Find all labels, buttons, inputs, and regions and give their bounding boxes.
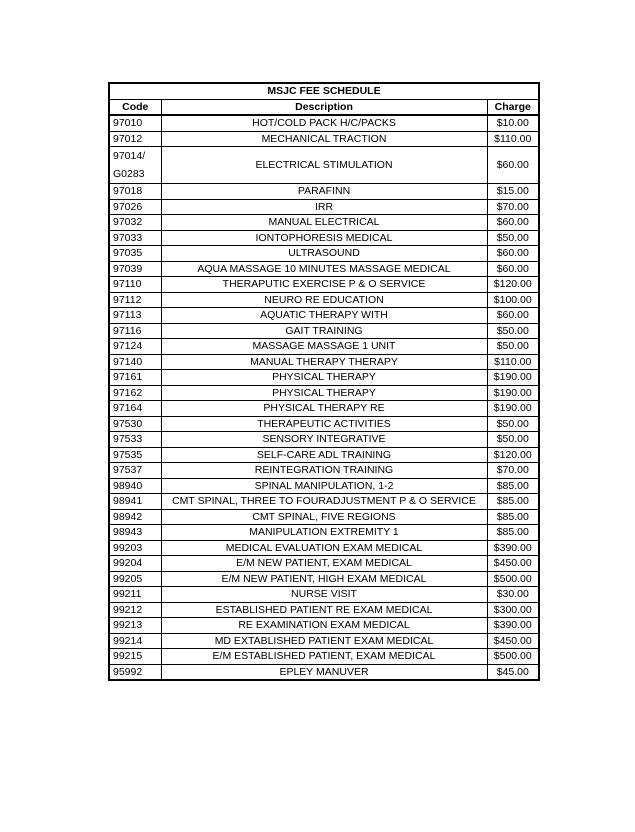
charge-cell: $120.00 <box>487 447 539 463</box>
charge-cell: $390.00 <box>487 618 539 634</box>
code-cell: 99215 <box>109 649 161 665</box>
table-row <box>109 230 539 246</box>
table-row <box>109 618 539 634</box>
table-row <box>109 587 539 603</box>
description-cell: NURSE VISIT <box>161 587 487 603</box>
description-cell: CMT SPINAL, FIVE REGIONS <box>161 509 487 525</box>
charge-cell: $85.00 <box>487 478 539 494</box>
code-cell: 99204 <box>109 556 161 572</box>
charge-cell: $60.00 <box>487 308 539 324</box>
description-cell: SPINAL MANIPULATION, 1-2 <box>161 478 487 494</box>
table-row <box>109 246 539 262</box>
description-cell: ELECTRICAL STIMULATION <box>161 147 487 184</box>
description-cell: MANUAL ELECTRICAL <box>161 215 487 231</box>
description-cell: MANIPULATION EXTREMITY 1 <box>161 525 487 541</box>
table-row <box>109 571 539 587</box>
code-cell: 97140 <box>109 354 161 370</box>
charge-cell: $60.00 <box>487 261 539 277</box>
charge-cell: $50.00 <box>487 230 539 246</box>
description-cell: PHYSICAL THERAPY RE <box>161 401 487 417</box>
description-cell: E/M NEW PATIENT, EXAM MEDICAL <box>161 556 487 572</box>
description-cell: SENSORY INTEGRATIVE <box>161 432 487 448</box>
code-cell: 99214 <box>109 633 161 649</box>
charge-cell: $100.00 <box>487 292 539 308</box>
description-cell: IONTOPHORESIS MEDICAL <box>161 230 487 246</box>
code-cell: 97039 <box>109 261 161 277</box>
charge-cell: $60.00 <box>487 246 539 262</box>
description-cell: THERAPEUTIC ACTIVITIES <box>161 416 487 432</box>
description-cell: MANUAL THERAPY THERAPY <box>161 354 487 370</box>
code-cell: 99211 <box>109 587 161 603</box>
table-row <box>109 184 539 200</box>
code-cell: 97537 <box>109 463 161 479</box>
code-line-2: G0283 <box>113 168 145 180</box>
charge-cell: $120.00 <box>487 277 539 293</box>
charge-cell: $110.00 <box>487 354 539 370</box>
code-cell: 98942 <box>109 509 161 525</box>
charge-cell: $50.00 <box>487 416 539 432</box>
code-cell: 97113 <box>109 308 161 324</box>
charge-cell: $85.00 <box>487 509 539 525</box>
description-cell: THERAPUTIC EXERCISE P & O SERVICE <box>161 277 487 293</box>
charge-cell: $60.00 <box>487 215 539 231</box>
header-charge: Charge <box>487 99 539 115</box>
table-row <box>109 525 539 541</box>
table-row <box>109 432 539 448</box>
table-row <box>109 339 539 355</box>
table-row <box>109 323 539 339</box>
code-cell: 97032 <box>109 215 161 231</box>
charge-cell: $60.00 <box>487 147 539 184</box>
description-cell: MD EXTABLISHED PATIENT EXAM MEDICAL <box>161 633 487 649</box>
code-cell: 97530 <box>109 416 161 432</box>
code-cell: 98941 <box>109 494 161 510</box>
code-cell: 95992 <box>109 664 161 680</box>
table-row <box>109 385 539 401</box>
table-row <box>109 540 539 556</box>
code-cell: 97112 <box>109 292 161 308</box>
charge-cell: $450.00 <box>487 633 539 649</box>
charge-cell: $390.00 <box>487 540 539 556</box>
table-row <box>109 401 539 417</box>
table-row <box>109 478 539 494</box>
code-cell: 98940 <box>109 478 161 494</box>
table-row <box>109 416 539 432</box>
table-row <box>109 147 539 184</box>
description-cell: IRR <box>161 199 487 215</box>
table-body <box>109 115 539 680</box>
header-code: Code <box>109 99 161 115</box>
code-cell: 97124 <box>109 339 161 355</box>
code-line-1: 97014/ <box>113 150 146 162</box>
table-row <box>109 131 539 147</box>
code-cell: 97533 <box>109 432 161 448</box>
charge-cell: $15.00 <box>487 184 539 200</box>
description-cell: AQUATIC THERAPY WITH <box>161 308 487 324</box>
table-row <box>109 602 539 618</box>
charge-cell: $300.00 <box>487 602 539 618</box>
charge-cell: $50.00 <box>487 339 539 355</box>
code-cell: 99212 <box>109 602 161 618</box>
code-cell: 97535 <box>109 447 161 463</box>
header-description: Description <box>161 99 487 115</box>
table-row <box>109 115 539 131</box>
table-row <box>109 463 539 479</box>
code-cell: 97035 <box>109 246 161 262</box>
table-row <box>109 354 539 370</box>
description-cell: PHYSICAL THERAPY <box>161 370 487 386</box>
description-cell: NEURO RE EDUCATION <box>161 292 487 308</box>
code-cell: 97033 <box>109 230 161 246</box>
charge-cell: $85.00 <box>487 525 539 541</box>
description-cell: PARAFINN <box>161 184 487 200</box>
charge-cell: $110.00 <box>487 131 539 147</box>
description-cell: GAIT TRAINING <box>161 323 487 339</box>
charge-cell: $70.00 <box>487 199 539 215</box>
code-cell: 97164 <box>109 401 161 417</box>
table-row <box>109 308 539 324</box>
code-cell: 98943 <box>109 525 161 541</box>
description-cell: MEDICAL EVALUATION EXAM MEDICAL <box>161 540 487 556</box>
description-cell: MECHANICAL TRACTION <box>161 131 487 147</box>
description-cell: REINTEGRATION TRAINING <box>161 463 487 479</box>
table-row <box>109 509 539 525</box>
charge-cell: $450.00 <box>487 556 539 572</box>
charge-cell: $10.00 <box>487 115 539 131</box>
table-row <box>109 370 539 386</box>
table-row <box>109 199 539 215</box>
charge-cell: $500.00 <box>487 571 539 587</box>
code-cell: 97162 <box>109 385 161 401</box>
description-cell: ESTABLISHED PATIENT RE EXAM MEDICAL <box>161 602 487 618</box>
table-row <box>109 664 539 680</box>
table-title-row <box>109 83 539 99</box>
table-row <box>109 292 539 308</box>
code-cell: 99213 <box>109 618 161 634</box>
description-cell: PHYSICAL THERAPY <box>161 385 487 401</box>
code-cell: 97026 <box>109 199 161 215</box>
description-cell: E/M NEW PATIENT, HIGH EXAM MEDICAL <box>161 571 487 587</box>
charge-cell: $500.00 <box>487 649 539 665</box>
charge-cell: $50.00 <box>487 432 539 448</box>
code-cell: 97116 <box>109 323 161 339</box>
description-cell: ULTRASOUND <box>161 246 487 262</box>
charge-cell: $45.00 <box>487 664 539 680</box>
code-cell <box>109 147 161 184</box>
fee-schedule-table <box>108 82 540 681</box>
charge-cell: $30.00 <box>487 587 539 603</box>
code-cell: 97018 <box>109 184 161 200</box>
code-cell: 97110 <box>109 277 161 293</box>
code-cell: 99203 <box>109 540 161 556</box>
description-cell: AQUA MASSAGE 10 MINUTES MASSAGE MEDICAL <box>161 261 487 277</box>
table-row <box>109 494 539 510</box>
code-cell: 97010 <box>109 115 161 131</box>
table-header-row <box>109 99 539 115</box>
code-cell: 97161 <box>109 370 161 386</box>
description-cell: EPLEY MANUVER <box>161 664 487 680</box>
description-cell: RE EXAMINATION EXAM MEDICAL <box>161 618 487 634</box>
description-cell: SELF-CARE ADL TRAINING <box>161 447 487 463</box>
charge-cell: $50.00 <box>487 323 539 339</box>
description-cell: MASSAGE MASSAGE 1 UNIT <box>161 339 487 355</box>
table-row <box>109 556 539 572</box>
table-row <box>109 261 539 277</box>
table-title: MSJC FEE SCHEDULE <box>109 83 539 99</box>
table-row <box>109 277 539 293</box>
code-cell: 97012 <box>109 131 161 147</box>
table-row <box>109 649 539 665</box>
description-cell: E/M ESTABLISHED PATIENT, EXAM MEDICAL <box>161 649 487 665</box>
charge-cell: $70.00 <box>487 463 539 479</box>
table-row <box>109 215 539 231</box>
table-row <box>109 633 539 649</box>
charge-cell: $190.00 <box>487 385 539 401</box>
description-cell: CMT SPINAL, THREE TO FOURADJUSTMENT P & O SERVICE <box>161 494 487 510</box>
description-cell: HOT/COLD PACK H/C/PACKS <box>161 115 487 131</box>
code-cell: 99205 <box>109 571 161 587</box>
table-row <box>109 447 539 463</box>
charge-cell: $190.00 <box>487 401 539 417</box>
charge-cell: $190.00 <box>487 370 539 386</box>
charge-cell: $85.00 <box>487 494 539 510</box>
